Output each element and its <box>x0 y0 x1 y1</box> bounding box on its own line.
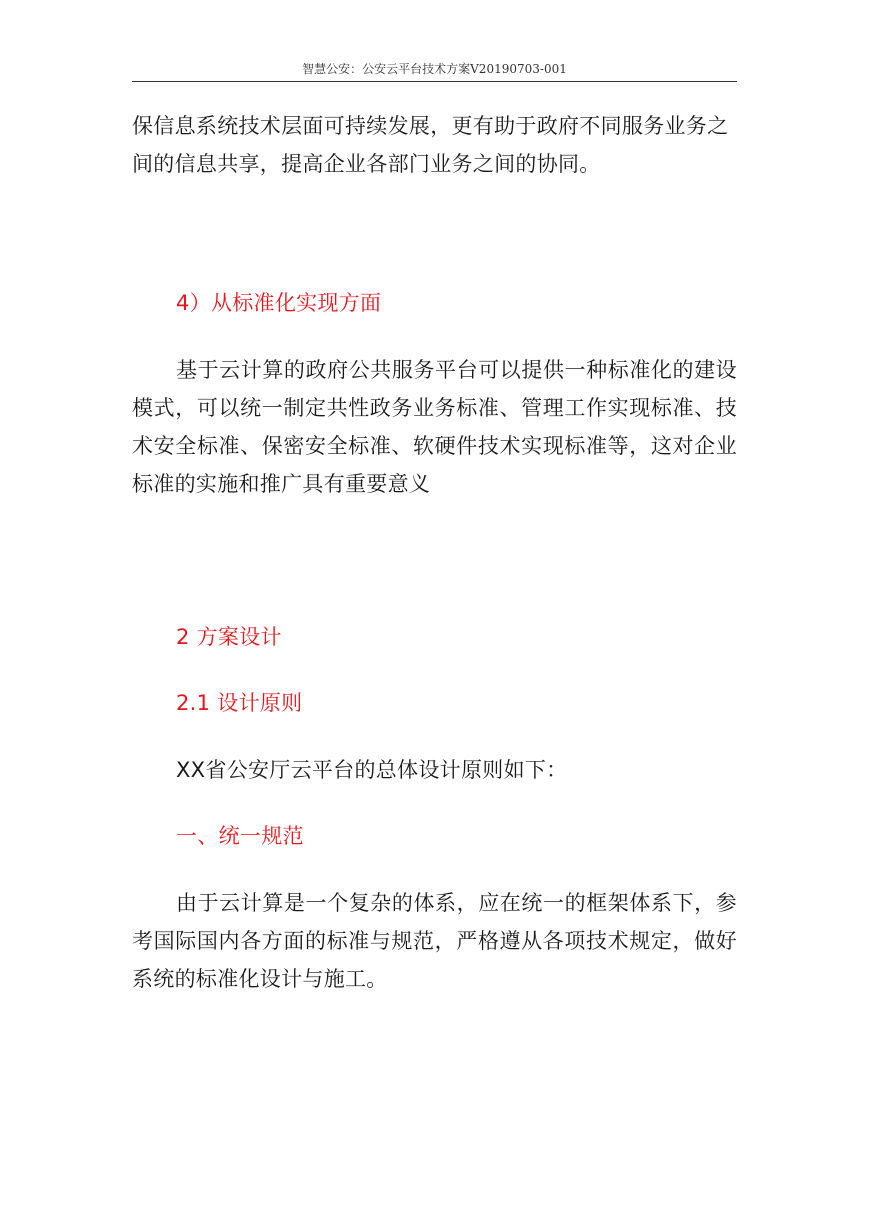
heading-standardization: 4）从标准化实现方面 <box>176 291 382 315</box>
intro-design-principles: XX省公安厅云平台的总体设计原则如下： <box>176 758 568 782</box>
paragraph-continuation: 保信息系统技术层面可持续发展，更有助于政府不同服务业务之间的信息共享，提高企业各部门业务之间的协同。 <box>132 114 729 176</box>
heading-unified-standard: 一、统一规范 <box>176 824 304 848</box>
heading-solution-design: 2 方案设计 <box>176 625 282 649</box>
heading-design-principles: 2.1 设计原则 <box>176 691 303 715</box>
header-rule <box>132 81 737 82</box>
page-header: 智慧公安：公安云平台技术方案V20190703-001 <box>302 62 567 76</box>
paragraph-standardization: 基于云计算的政府公共服务平台可以提供一种标准化的建设模式，可以统一制定共性政务业务标准、管理工作实现标准、技术安全标准、保密安全标准、软硬件技术实现标准等，这对企业标准的实施和推广具有重要意义 <box>132 358 737 496</box>
paragraph-unified-standard: 由于云计算是一个复杂的体系，应在统一的框架体系下，参考国际国内各方面的标准与规范，严格遵从各项技术规定，做好系统的标准化设计与施工。 <box>132 891 737 991</box>
